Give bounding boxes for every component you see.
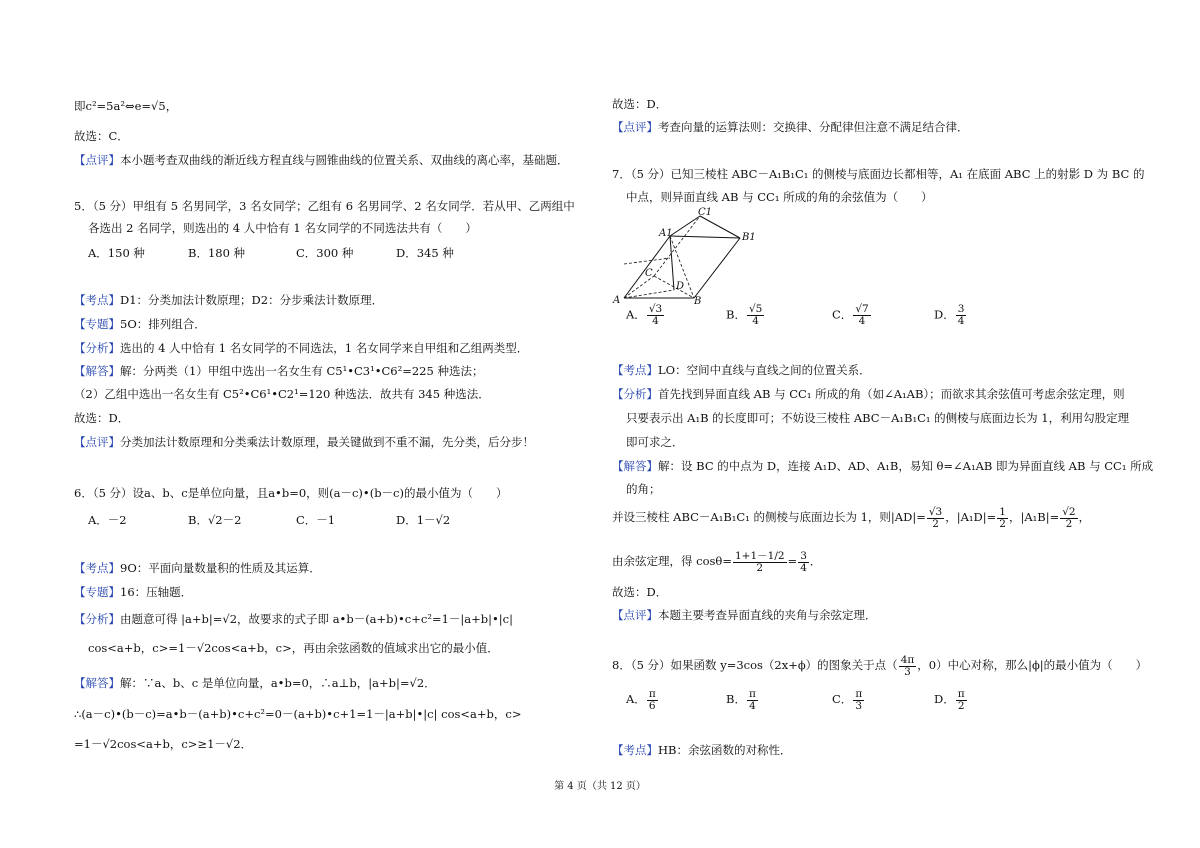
text-segment: ，: [1078, 510, 1091, 524]
text-line: 故选：C．: [74, 129, 129, 143]
dashed-guide: [624, 258, 670, 264]
edge-C1B1: [700, 216, 740, 238]
fraction: [899, 655, 917, 678]
text-segment: =: [787, 554, 798, 568]
q7-answer: 故选：D．: [612, 585, 668, 599]
fraction: [927, 507, 944, 530]
option-label: D．: [934, 307, 955, 322]
denominator: 3: [904, 665, 911, 678]
q7-dianping: [612, 607, 877, 623]
denominator: 3: [855, 699, 863, 712]
q5-dianping: [74, 434, 534, 450]
q7-option-c: [832, 304, 872, 327]
fraction: [853, 689, 864, 712]
denominator: 6: [648, 699, 656, 712]
option-label: B．: [726, 692, 746, 706]
question-7-stem-cont: 中点，则异面直线 AB 与 CC₁ 所成的角的余弦值为（ ）: [626, 190, 933, 204]
denominator: 2: [999, 517, 1006, 530]
q7-jieda: [612, 458, 1153, 474]
label-C: C: [645, 268, 653, 279]
denominator: 2: [1065, 517, 1073, 530]
denominator: 4: [749, 699, 756, 712]
tag-label: 【点评】: [612, 120, 658, 134]
q8-kaodian: [612, 742, 791, 758]
fraction: [853, 304, 870, 327]
q8-option-a: [626, 686, 659, 712]
kaodian-text: D1：分类加法计数原理；D2：分步乘法计数原理．: [120, 293, 384, 307]
fenxi-text: 首先找到异面直线 AB 与 CC₁ 所成的角（如∠A₁AB）；而欲求其余弦值可考虑余弦定理，则: [658, 387, 1125, 401]
q6-jieda: [74, 675, 436, 691]
q8-option-b: [726, 686, 759, 712]
tag-label: 【解答】: [612, 459, 658, 473]
numerator: √5: [748, 303, 763, 315]
fraction: [956, 689, 967, 712]
q7-fenxi-3: 即可求之．: [626, 435, 684, 449]
numerator: √7: [855, 303, 869, 315]
numerator: 1+1－1/2: [734, 549, 785, 562]
fraction: [647, 304, 664, 327]
label-A1: A1: [659, 228, 673, 239]
q5-option-b: B．180 种: [188, 246, 246, 260]
fraction: [956, 304, 967, 327]
fraction: [747, 689, 758, 712]
label-B: B: [694, 296, 702, 306]
fraction: [733, 551, 787, 574]
q5-option-c: C．300 种: [296, 246, 354, 260]
denominator: 4: [800, 561, 807, 574]
q6-fenxi: [74, 611, 513, 627]
option-label: B．: [726, 307, 746, 322]
text-line: 即c²=5a²⇔e=√5，: [74, 99, 178, 113]
fenxi-text: 由题意可得 |a+b|=√2，故要求的式子即 a•b－(a+b)•c+c²=1－|a+b|•|c|: [120, 612, 513, 626]
numerator: 1: [999, 505, 1006, 518]
q7-jieda-2: 的角；: [626, 482, 661, 496]
fenxi-text: 选出的 4 人中恰有 1 名女同学的不同选法，1 名女同学来自甲组和乙组两类型．: [120, 341, 529, 355]
q5-jieda-2: （2）乙组中选出一名女生有 C5²•C6¹•C2¹=120 种选法．故共有 345 种选法．: [74, 387, 490, 401]
tag-label: 【解答】: [74, 676, 120, 690]
edge-CC1: [654, 216, 700, 276]
q7-jieda-4: [612, 546, 821, 576]
q6-fenxi-2: cos<a+b，c>=1－√2cos<a+b，c>，再由余弦函数的值域求出它的最小值．: [88, 641, 499, 655]
edge-AD: [624, 290, 674, 298]
numerator: π: [957, 687, 965, 700]
jieda-text: 解：设 BC 的中点为 D，连接 A₁D、AD、A₁B，易知 θ=∠A₁AB 即为异面直线 AB 与 CC₁ 所成: [658, 459, 1154, 473]
option-label: C．: [832, 692, 853, 706]
q7-kaodian: [612, 362, 871, 378]
q7-fenxi: [612, 386, 1125, 402]
denominator: 2: [756, 561, 764, 574]
q6-option-d: D．1－√2: [396, 513, 451, 527]
fraction: [997, 507, 1008, 530]
jieda-text: 解：∵a、b、c 是单位向量，a•b=0，∴a⊥b，|a+b|=√2．: [120, 676, 436, 690]
label-B1: B1: [742, 232, 756, 243]
q8-option-d: [934, 686, 968, 712]
tag-label: 【分析】: [612, 387, 658, 401]
dianping-text: 本题主要考查异面直线的夹角与余弦定理．: [658, 608, 877, 622]
tag-label: 【分析】: [74, 612, 120, 626]
tag-label: 【专题】: [74, 317, 120, 331]
numerator: √3: [928, 505, 943, 518]
kaodian-text: LO：空间中直线与直线之间的位置关系．: [658, 363, 871, 377]
numerator: √2: [1062, 505, 1076, 518]
edge-A1C1: [670, 216, 700, 236]
tag-label: 【专题】: [74, 585, 120, 599]
q6-option-b: B．√2－2: [188, 513, 242, 527]
comment-line: [612, 119, 969, 135]
numerator: 4π: [900, 653, 915, 666]
q6-jieda-2: ∴(a－c)•(b－c)=a•b－(a+b)•c+c²=0－(a+b)•c+1=1－|a+b|•|c| cos<a+b，c>: [74, 707, 522, 721]
zhuanti-text: 5O：排列组合．: [120, 317, 206, 331]
label-A: A: [613, 295, 621, 306]
q5-zhuanti: [74, 316, 206, 332]
text-segment: ．: [809, 554, 822, 568]
numerator: √3: [648, 303, 663, 315]
q6-option-a: A．－2: [88, 513, 127, 527]
edge-AA1: [624, 236, 670, 298]
option-label: D．: [934, 692, 955, 706]
text-segment: 由余弦定理，得 cosθ=: [612, 554, 732, 568]
text-line: 故选：D．: [612, 97, 668, 111]
denominator: 2: [957, 699, 965, 712]
tag-label: 【考点】: [74, 561, 120, 575]
label-D: D: [676, 281, 685, 292]
denominator: 4: [752, 315, 759, 327]
question-6-stem: 6．（5 分）设a、b、c是单位向量，且a•b=0，则(a－c)•(b－c)的最小值为（ ）: [74, 486, 508, 500]
page-footer: 第 4 页（共 12 页）: [554, 781, 646, 792]
edge-A1B1: [670, 236, 740, 238]
fraction: [798, 551, 809, 574]
option-label: C．: [832, 307, 853, 322]
q8-option-c: [832, 686, 865, 712]
option-label: A．: [626, 307, 646, 322]
edge-AC: [624, 276, 654, 298]
tag-label: 【点评】: [74, 153, 120, 167]
edge-BB1: [694, 238, 740, 298]
denominator: 2: [932, 517, 939, 530]
question-7-stem: 7．（5 分）已知三棱柱 ABC－A₁B₁C₁ 的侧棱与底面边长都相等，A₁ 在底面 ABC 上的射影 D 为 BC 的: [612, 167, 1145, 181]
q7-jieda-3: [612, 504, 1090, 530]
question-5-stem-cont: 各选出 2 名同学，则选出的 4 人中恰有 1 名女同学的不同选法共有（ ）: [88, 221, 477, 235]
q6-option-c: C．－1: [296, 513, 336, 527]
q5-option-d: D．345 种: [396, 246, 454, 260]
edge-A1D: [670, 236, 674, 290]
edge-CB: [654, 276, 694, 298]
question-5-stem: 5．（5 分）甲组有 5 名男同学，3 名女同学；乙组有 6 名男同学、2 名女同学．若从甲、乙两组中: [74, 199, 575, 213]
q5-answer: 故选：D．: [74, 411, 130, 425]
numerator: π: [748, 687, 756, 700]
q5-jieda: [74, 363, 483, 379]
numerator: π: [855, 687, 863, 700]
fraction: [747, 304, 764, 327]
q7-fenxi-2: 只要表示出 A₁B 的长度即可；不妨设三棱柱 ABC－A₁B₁C₁ 的侧棱与底面边长为 1，利用勾股定理: [626, 411, 1130, 425]
tag-label: 【考点】: [74, 293, 120, 307]
q6-zhuanti: [74, 584, 192, 600]
text-segment: ，|A₁B|=: [1008, 510, 1060, 524]
label-C1: C1: [698, 207, 713, 218]
tag-label: 【解答】: [74, 364, 120, 378]
question-8-stem: [612, 650, 1147, 680]
q7-option-a: [626, 304, 665, 327]
q7-option-b: [726, 304, 765, 327]
q6-kaodian: [74, 560, 321, 576]
denominator: 4: [652, 315, 659, 327]
zhuanti-text: 16：压轴题．: [120, 585, 193, 599]
tag-label: 【考点】: [612, 363, 658, 377]
option-label: A．: [626, 692, 646, 706]
comment-text: 本小题考查双曲线的渐近线方程直线与圆锥曲线的位置关系、双曲线的离心率，基础题．: [120, 153, 569, 167]
fraction: [1060, 507, 1077, 530]
numerator: 3: [800, 549, 807, 562]
q5-fenxi: [74, 340, 528, 356]
fraction: [647, 689, 658, 712]
numerator: π: [648, 687, 656, 700]
tag-label: 【考点】: [612, 743, 658, 757]
denominator: 4: [957, 315, 965, 327]
numerator: 3: [957, 303, 965, 315]
text-segment: ，|A₁D|=: [945, 510, 997, 524]
denominator: 4: [858, 315, 866, 327]
q5-kaodian: [74, 292, 383, 308]
kaodian-text: HB：余弦函数的对称性．: [658, 743, 792, 757]
jieda-text: 解：分两类（1）甲组中选出一名女生有 C5¹•C3¹•C6²=225 种选法；: [120, 364, 484, 378]
comment-text: 考查向量的运算法则：交换律、分配律但注意不满足结合律．: [658, 120, 969, 134]
q7-option-d: [934, 304, 967, 327]
tag-label: 【点评】: [74, 435, 120, 449]
text-segment: ，0）中心对称，那么|ϕ|的最小值为（ ）: [917, 658, 1148, 672]
text-segment: 8．（5 分）如果函数 y=3cos（2x+ϕ）的图象关于点（: [612, 658, 898, 672]
tag-label: 【分析】: [74, 341, 120, 355]
comment-line: [74, 152, 569, 168]
tag-label: 【点评】: [612, 608, 658, 622]
q6-jieda-3: =1－√2cos<a+b，c>≥1－√2．: [74, 737, 253, 751]
dianping-text: 分类加法计数原理和分类乘法计数原理，最关键做到不重不漏，先分类，后分步！: [120, 435, 534, 449]
q5-option-a: A．150 种: [88, 246, 145, 260]
prism-figure: [612, 206, 782, 306]
text-segment: 并设三棱柱 ABC－A₁B₁C₁ 的侧棱与底面边长为 1，则|AD|=: [612, 510, 926, 524]
kaodian-text: 9O：平面向量数量积的性质及其运算．: [120, 561, 321, 575]
